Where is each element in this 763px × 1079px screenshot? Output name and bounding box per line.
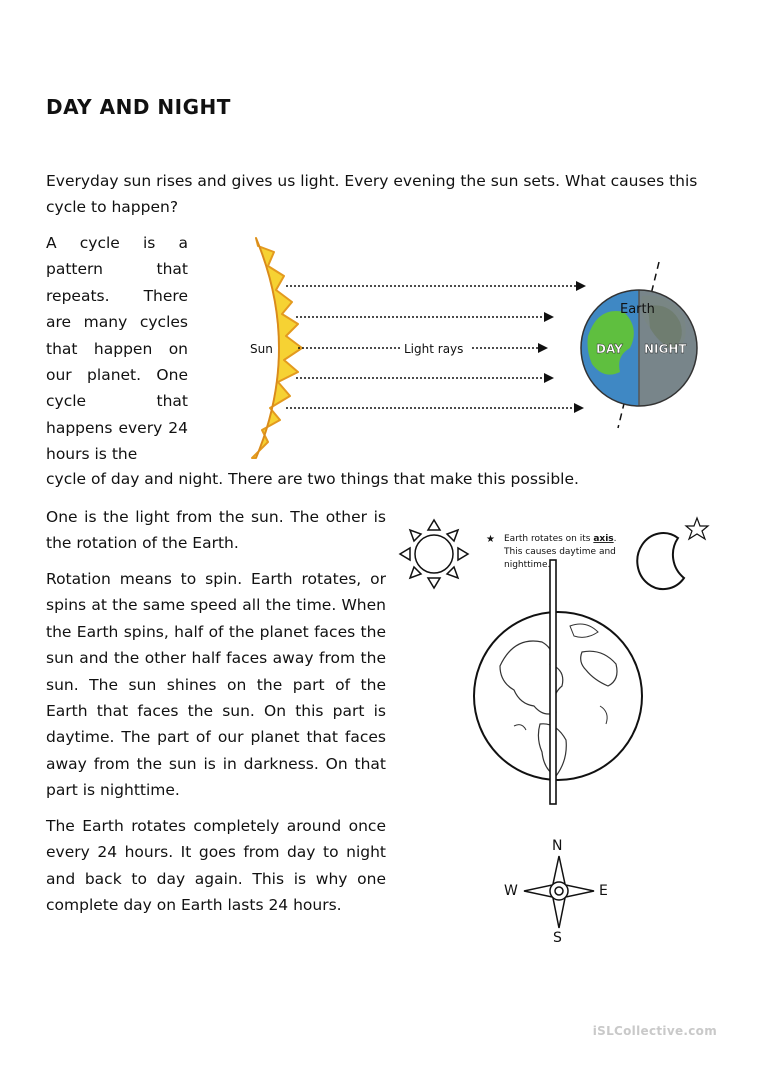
compass-west: W xyxy=(504,883,518,899)
24-hours-paragraph: The Earth rotates completely around once every 24 hours. It goes from day to night and back to day again. This is why one complete day on Earth lasts 24 hours. xyxy=(46,817,386,915)
compass-south: S xyxy=(553,930,562,946)
svg-text:Earth rotates on its axis. xyxy=(504,534,617,544)
rotation-paragraph: Rotation means to spin. Earth rotates, or spins at the same speed all the time. When the Earth spins, half of the planet faces the sun and the other half faces away from the sun. The sun shines on the part of the Earth that faces the sun. On this part is daytime. The part of our planet that faces away from the sun is in darkness. On that part is nighttime. xyxy=(46,570,386,800)
globe-axis xyxy=(550,560,556,804)
cycle-paragraph-narrow: A cycle is a pattern that repeats. There are many cycles that happen on our planet. One cycle that happens every 24 hours is the xyxy=(46,234,188,464)
sun-label: Sun xyxy=(250,342,273,356)
night-label: NIGHT xyxy=(644,342,687,356)
note-line3: nighttime. xyxy=(504,560,551,570)
compass-east: E xyxy=(599,883,608,899)
compass-icon xyxy=(500,832,618,948)
light-rotation-paragraph: One is the light from the sun. The other is the rotation of the Earth. xyxy=(46,508,386,553)
note-line1-pre: Earth rotates on its xyxy=(504,534,594,544)
rays-label: Light rays xyxy=(404,342,464,356)
day-label: DAY xyxy=(596,342,623,356)
day-night-diagram xyxy=(240,232,710,464)
globe-illustration xyxy=(470,556,650,808)
cycle-paragraph-continuation: cycle of day and night. There are two things that make this possible. xyxy=(46,470,579,488)
earth-label: Earth xyxy=(620,302,655,317)
axis-word: axis xyxy=(593,534,614,544)
compass-north: N xyxy=(552,838,563,854)
svg-text:★: ★ xyxy=(486,534,495,545)
star-icon xyxy=(686,518,708,539)
note-line1-post: . xyxy=(613,534,617,544)
globe-icon xyxy=(474,612,642,780)
watermark: iSLCollective.com xyxy=(592,1024,717,1038)
intro-paragraph: Everyday sun rises and gives us light. Every evening the sun sets. What causes this cycle to happen? xyxy=(46,172,698,217)
note-line2: This causes daytime and xyxy=(504,547,616,557)
page-title: DAY AND NIGHT xyxy=(46,95,231,119)
small-sun-icon xyxy=(400,520,468,588)
